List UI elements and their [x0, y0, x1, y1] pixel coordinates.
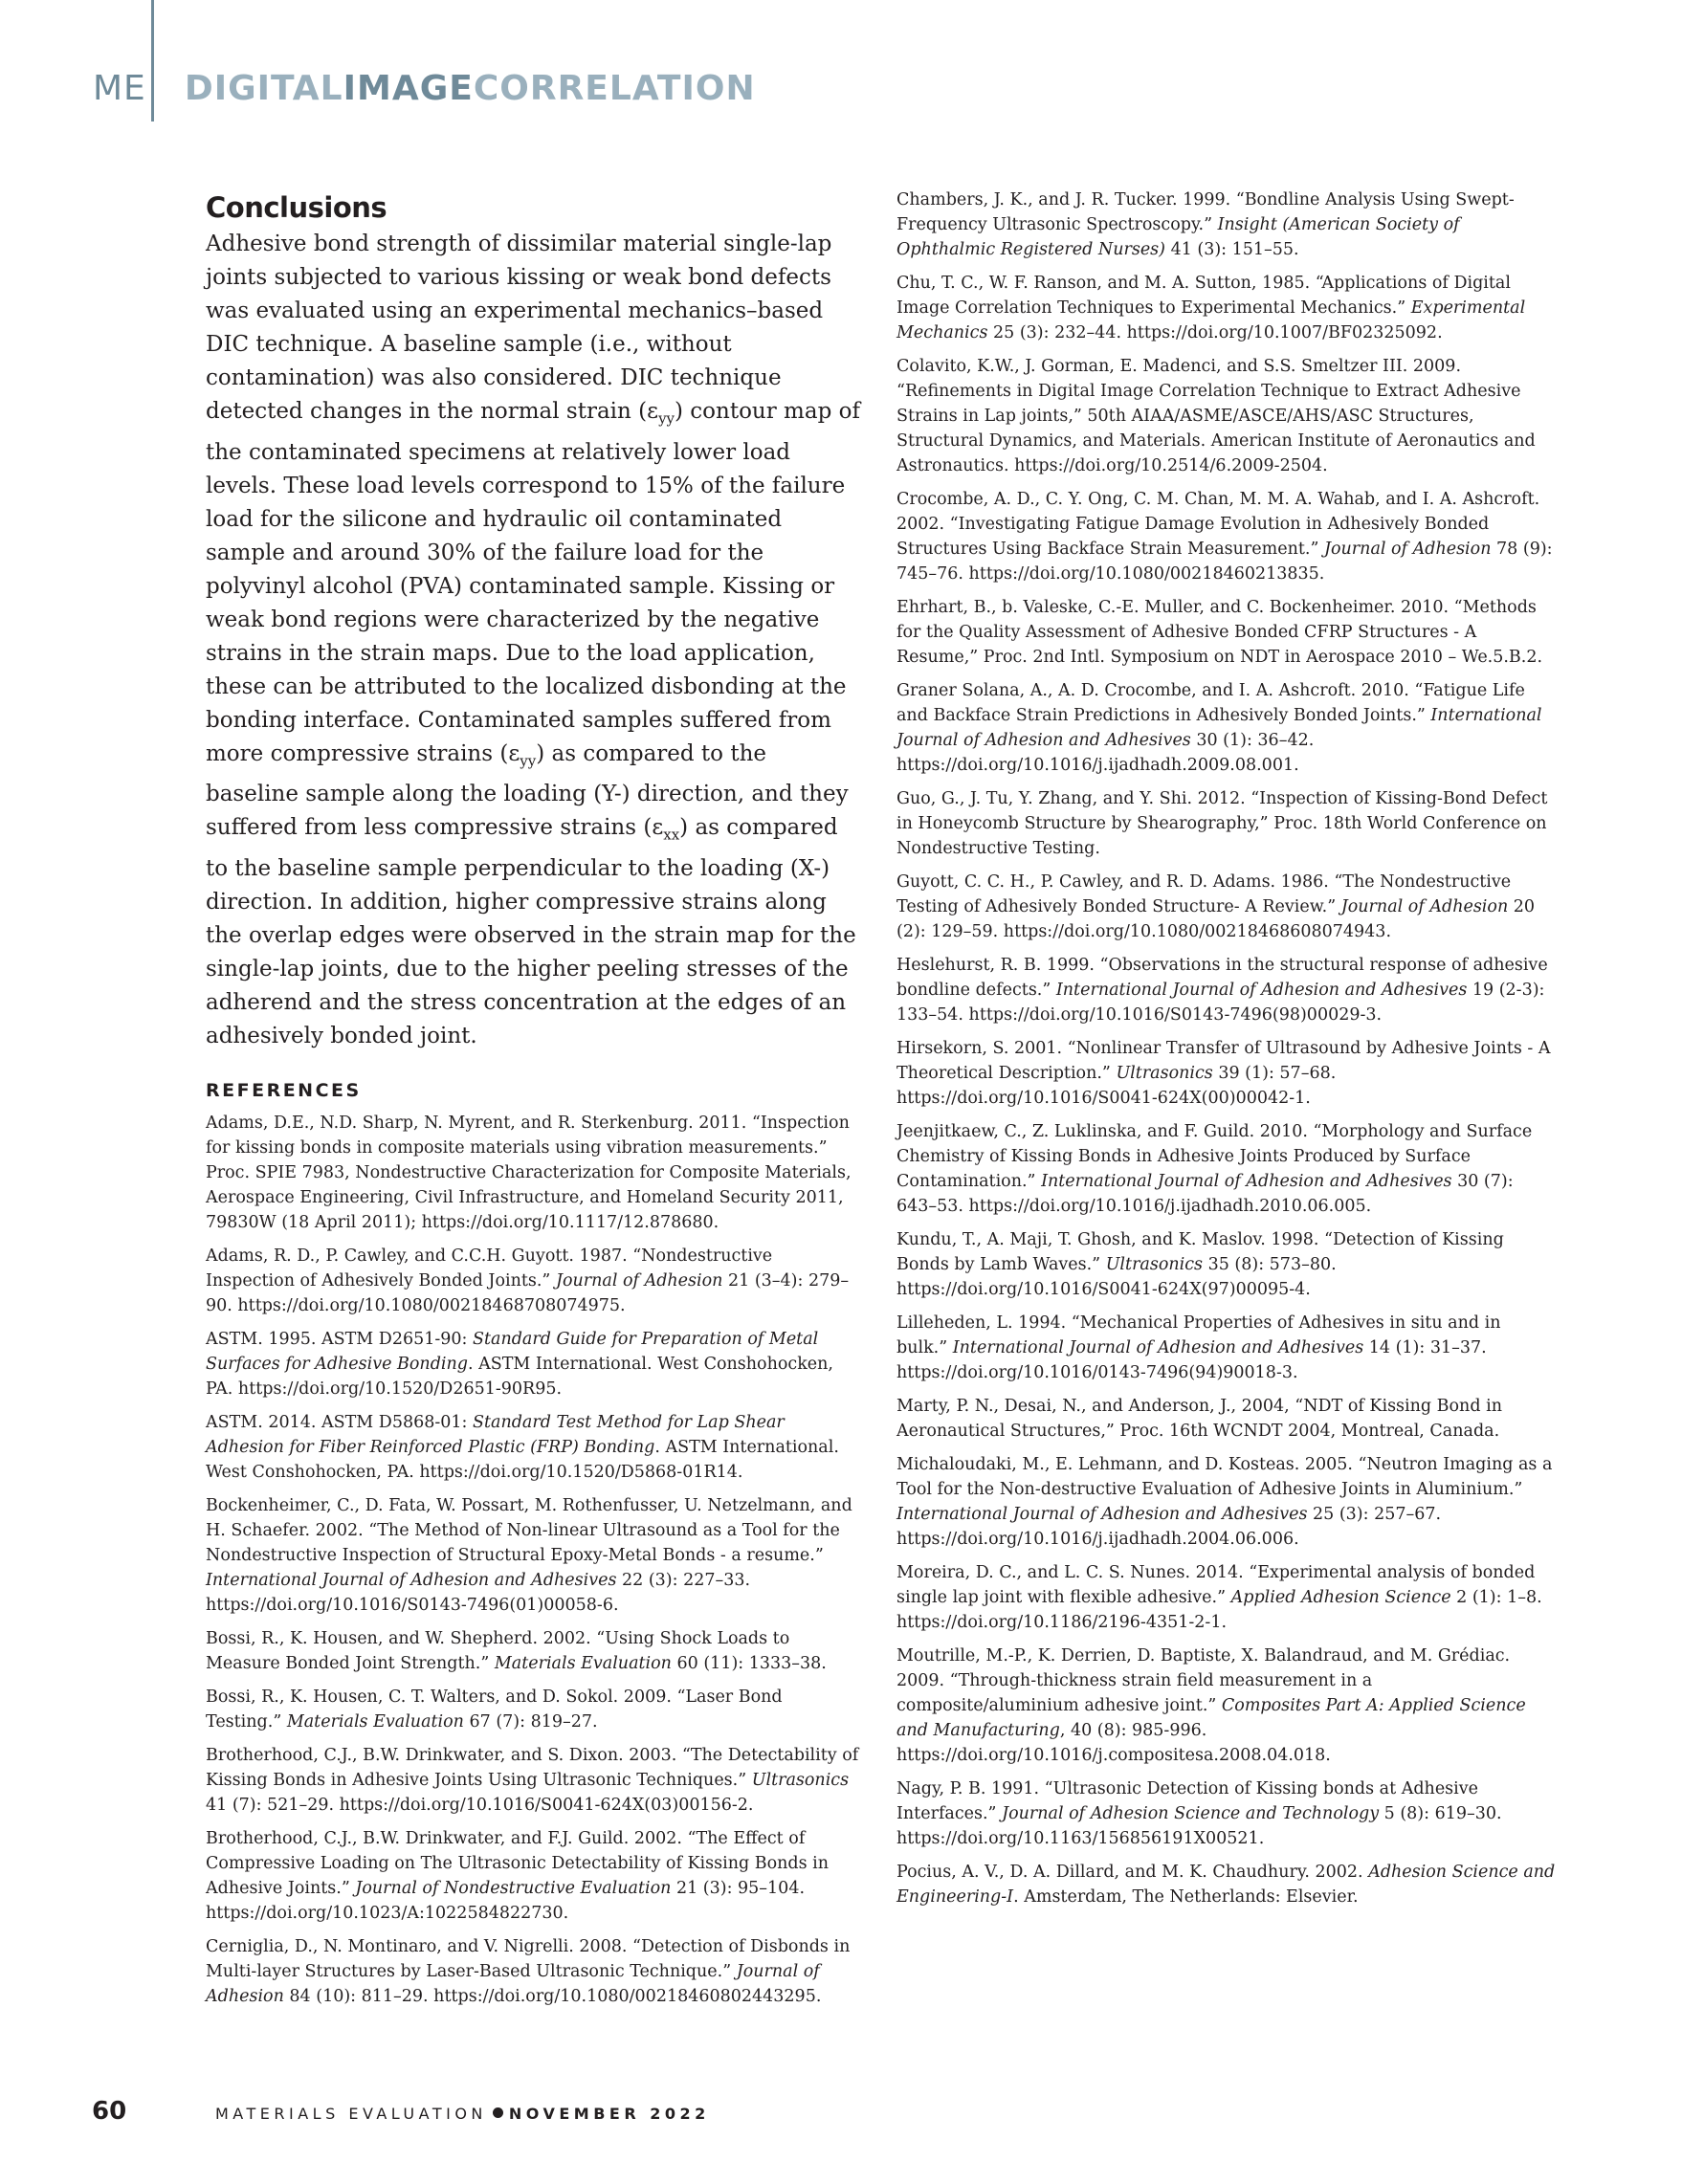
- issue-date: NOVEMBER 2022: [508, 2105, 710, 2123]
- reference-text: Moutrille, M.-P., K. Derrien, D. Baptiste, X. Balandraud, and M. Grédiac. 2009. “Through-thickness strain field measurement in a composite/aluminium adhesive joint.”: [896, 1646, 1511, 1715]
- reference-text: Adams, D.E., N.D. Sharp, N. Myrent, and R. Sterkenburg. 2011. “Inspection for kissing bonds in composite materials using vibration measurements.” Proc. SPIE 7983, Nondestructive Characterization for Composite Materials, Aerospace Engineering, Civil Infrastructure, and Homeland Security 2011, 79830W (18 April 2011); https://doi.org/10.1117/12.878680.: [206, 1113, 852, 1232]
- reference-entry: [896, 354, 1557, 478]
- reference-entry: [896, 271, 1557, 345]
- reference-text: Adams, R. D., P. Cawley, and C.C.H. Guyott. 1987. “Nondestructive Inspection of Adhesively Bonded Joints.”: [206, 1246, 773, 1291]
- reference-text: Guo, G., J. Tu, Y. Zhang, and Y. Shi. 2012. “Inspection of Kissing-Bond Defect in Honeycomb Structure by Shearography,” Proc. 18th World Conference on Nondestructive Testing.: [896, 789, 1548, 858]
- reference-entry: [206, 1826, 861, 1926]
- reference-entry: [896, 678, 1557, 778]
- reference-entry: [896, 870, 1557, 944]
- reference-source: International Journal of Adhesion and Adhesives: [206, 1570, 617, 1590]
- reference-details: 19 (2-3): 133–54. https://doi.org/10.1016/S0143-7496(98)00029-3.: [896, 981, 1545, 1025]
- reference-source: International Journal of Adhesion and Adhesives: [896, 706, 1542, 750]
- reference-source: Journal of Adhesion: [1340, 897, 1509, 916]
- reference-entry: [896, 1560, 1557, 1635]
- reference-text: Guyott, C. C. H., P. Cawley, and R. D. Adams. 1986. “The Nondestructive Testing of Adhesively Bonded Structure- A Review.”: [896, 872, 1512, 916]
- reference-text: Michaloudaki, M., E. Lehmann, and D. Kosteas. 2005. “Neutron Imaging as a Tool for the Non-destructive Evaluation of Adhesive Joints in Aluminium.”: [896, 1455, 1553, 1499]
- reference-text: Crocombe, A. D., C. Y. Ong, C. M. Chan, M. M. A. Wahab, and I. A. Ashcroft. 2002. “Investigating Fatigue Damage Evolution in Adhesively Bonded Structures Using Backface Strain Measurement.”: [896, 490, 1540, 559]
- reference-entry: [896, 188, 1557, 262]
- magazine-name: MATERIALS EVALUATION: [215, 2105, 487, 2123]
- reference-text: Lilleheden, L. 1994. “Mechanical Properties of Adhesives in situ and in bulk.”: [896, 1313, 1501, 1357]
- reference-details: 25 (3): 257–67. https://doi.org/10.1016/j.ijadhadh.2004.06.006.: [896, 1505, 1442, 1549]
- left-column: [206, 191, 861, 2018]
- reference-text: Cerniglia, D., N. Montinaro, and V. Nigrelli. 2008. “Detection of Disbonds in Multi-layer Structures by Laser-Based Ultrasonic Technique.”: [206, 1936, 851, 1981]
- reference-entry: [206, 1410, 861, 1485]
- reference-source: Composites Part A: Applied Science and Manufacturing: [896, 1696, 1526, 1740]
- footer-magazine: [215, 2105, 710, 2123]
- reference-source: Journal of Adhesion: [206, 1961, 820, 2006]
- running-header: [93, 69, 756, 108]
- conclusions-title: Conclusions: [206, 191, 387, 224]
- reference-details: . ASTM International. West Conshohocken, PA. https://doi.org/10.1520/D5868-01R14.: [206, 1437, 839, 1482]
- reference-text: Nagy, P. B. 1991. “Ultrasonic Detection of Kissing bonds at Adhesive Interfaces.”: [896, 1779, 1478, 1823]
- section-tag: ME: [93, 69, 146, 108]
- reference-text: Hirsekorn, S. 2001. “Nonlinear Transfer of Ultrasound by Adhesive Joints - A Theoretical Description.”: [896, 1039, 1551, 1083]
- reference-source: Insight (American Society of Ophthalmic Registered Nurses): [896, 215, 1460, 259]
- reference-text: Kundu, T., A. Maji, T. Ghosh, and K. Maslov. 1998. “Detection of Kissing Bonds by Lamb Waves.”: [896, 1230, 1504, 1274]
- reference-entry: [896, 487, 1557, 586]
- reference-text: Bossi, R., K. Housen, and W. Shepherd. 2002. “Using Shock Loads to Measure Bonded Joint Strength.”: [206, 1628, 790, 1673]
- reference-source: International Journal of Adhesion and Adhesives: [1041, 1172, 1452, 1191]
- reference-source: International Journal of Adhesion and Adhesives: [896, 1505, 1308, 1524]
- reference-entry: [896, 1227, 1557, 1302]
- reference-text: Marty, P. N., Desai, N., and Anderson, J., 2004, “NDT of Kissing Bond in Aeronautical Structures,” Proc. 16th WCNDT 2004, Montreal, Canada.: [896, 1397, 1502, 1441]
- conclusions-body: [206, 228, 861, 1053]
- reference-details: 35 (8): 573–80. https://doi.org/10.1016/S0041-624X(97)00095-4.: [896, 1255, 1337, 1299]
- reference-text: Pocius, A. V., D. A. Dillard, and M. K. Chaudhury. 2002.: [896, 1863, 1369, 1882]
- reference-details: 60 (11): 1333–38.: [671, 1653, 827, 1673]
- reference-entry: [896, 1311, 1557, 1385]
- reference-entry: [206, 1934, 861, 2009]
- reference-details: 22 (3): 227–33. https://doi.org/10.1016/S0143-7496(01)00058-6.: [206, 1570, 751, 1615]
- reference-text: Brotherhood, C.J., B.W. Drinkwater, and F.J. Guild. 2002. “The Effect of Compressive Loading on The Ultrasonic Detectability of Kissing Bonds in Adhesive Joints.”: [206, 1828, 830, 1898]
- reference-details: 67 (7): 819–27.: [463, 1711, 598, 1732]
- reference-source: Standard Guide for Preparation of Metal Surfaces for Adhesive Bonding: [206, 1329, 819, 1374]
- bullet-icon: [493, 2107, 503, 2118]
- reference-source: Ultrasonics: [751, 1770, 850, 1790]
- conclusions-paragraph: Adhesive bond strength of dissimilar material single-lap joints subjected to various kissing or weak bond defects was evaluated using an experimental mechanics–based DIC technique. A baseline sample (i.e., without contamination) was also considered. DIC technique detected changes in the normal strain $(\varepsilon_{yy})$ contour map of the contaminated specimens at relatively lower load levels. These load levels correspond to 15% of the failure load for the silicone and hydraulic oil contaminated sample and around 30% of the failure load for the polyvinyl alcohol (PVA) contaminated sample. Kissing or weak bond regions were characterized by the negative strains in the strain maps. Due to the load application, these can be attributed to the localized disbonding at the bonding interface. Contaminated samples suffered from more compressive strains $(\varepsilon_{yy})$ as compared to the baseline sample along the loading (Y-) direction, and they suffered from less compressive strains $(\varepsilon_{xx})$ as compared to the baseline sample perpendicular to the loading (X-) direction. In addition, higher compressive strains along the overlap edges were observed in the strain map for the single-lap joints, due to the higher peeling stresses of the adherend and the stress concentration at the edges of an adhesively bonded joint.: [206, 232, 860, 1048]
- reference-details: 25 (3): 232–44. https://doi.org/10.1007/BF02325092.: [987, 323, 1443, 342]
- reference-source: Applied Adhesion Science: [1230, 1588, 1451, 1607]
- reference-details: . ASTM International. West Conshohocken, PA. https://doi.org/10.1520/D2651-90R95.: [206, 1354, 833, 1399]
- reference-details: 78 (9): 745–76. https://doi.org/10.1080/00218460213835.: [896, 540, 1553, 584]
- reference-details: 21 (3–4): 279–90. https://doi.org/10.1080/00218468708074975.: [206, 1270, 850, 1315]
- reference-entry: [896, 1036, 1557, 1111]
- reference-text: Graner Solana, A., A. D. Crocombe, and I. A. Ashcroft. 2010. “Fatigue Life and Backface Strain Predictions in Adhesively Bonded Joints.”: [896, 681, 1525, 725]
- reference-source: Standard Test Method for Lap Shear Adhesion for Fiber Reinforced Plastic (FRP) Bonding: [206, 1412, 785, 1457]
- reference-entry: [206, 1493, 861, 1618]
- reference-entry: [206, 1244, 861, 1318]
- reference-source: Ultrasonics: [1116, 1064, 1213, 1083]
- reference-entry: [206, 1685, 861, 1734]
- reference-details: 20 (2): 129–59. https://doi.org/10.1080/00218468608074943.: [896, 897, 1536, 941]
- header-title-part1: DIGITAL: [184, 69, 343, 108]
- reference-entry: [896, 1119, 1557, 1219]
- reference-details: . Amsterdam, The Netherlands: Elsevier.: [1013, 1887, 1359, 1907]
- reference-entry: [206, 1111, 861, 1235]
- reference-source: Journal of Adhesion: [1323, 540, 1492, 559]
- reference-details: 30 (1): 36–42. https://doi.org/10.1016/j.ijadhadh.2009.08.001.: [896, 731, 1315, 775]
- reference-entry: [896, 1860, 1557, 1909]
- reference-details: , 40 (8): 985-996. https://doi.org/10.1016/j.compositesa.2008.04.018.: [896, 1721, 1331, 1765]
- reference-details: 84 (10): 811–29. https://doi.org/10.1080/00218460802443295.: [283, 1986, 822, 2006]
- reference-details: 30 (7): 643–53. https://doi.org/10.1016/j.ijadhadh.2010.06.005.: [896, 1172, 1514, 1216]
- reference-text: Bockenheimer, C., D. Fata, W. Possart, M. Rothenfusser, U. Netzelmann, and H. Schaefer. 2002. “The Method of Non-linear Ultrasound as a Tool for the Nondestructive Inspection of Structural Epoxy-Metal Bonds - a resume.”: [206, 1495, 852, 1565]
- reference-details: 41 (3): 151–55.: [1165, 240, 1299, 259]
- reference-entry: [896, 953, 1557, 1027]
- reference-text: Bossi, R., K. Housen, C. T. Walters, and D. Sokol. 2009. “Laser Bond Testing.”: [206, 1687, 783, 1732]
- reference-entry: [896, 1644, 1557, 1768]
- reference-entry: [206, 1743, 861, 1818]
- reference-source: International Journal of Adhesion and Adhesives: [1055, 981, 1468, 1000]
- references-list-left: [206, 1111, 861, 2009]
- reference-entry: [206, 1327, 861, 1401]
- reference-text: Jeenjitkaew, C., Z. Luklinska, and F. Guild. 2010. “Morphology and Surface Chemistry of Kissing Bonds in Adhesive Joints Produced by Surface Contamination.”: [896, 1122, 1533, 1191]
- reference-source: Materials Evaluation: [494, 1653, 672, 1673]
- reference-text: Chambers, J. K., and J. R. Tucker. 1999. “Bondline Analysis Using Swept-Frequency Ultrasonic Spectroscopy.”: [896, 190, 1515, 234]
- reference-source: Journal of Adhesion Science and Technology: [1002, 1804, 1380, 1823]
- reference-source: Journal of Nondestructive Evaluation: [355, 1878, 672, 1898]
- reference-text: Colavito, K.W., J. Gorman, E. Madenci, and S.S. Smeltzer III. 2009. “Refinements in Digital Image Correlation Technique to Extract Adhesive Strains in Lap joints,” 50th AIAA/ASME/ASCE/AHS/ASC Structures, Structural Dynamics, and Materials. American Institute of Aeronautics and Astronautics. https://doi.org/10.2514/6.2009-2504.: [896, 357, 1536, 475]
- reference-details: 21 (3): 95–104. https://doi.org/10.1023/A:1022584822730.: [206, 1878, 806, 1923]
- reference-source: Materials Evaluation: [286, 1711, 464, 1732]
- reference-text: ASTM. 1995. ASTM D2651-90:: [206, 1329, 473, 1349]
- references-heading: REFERENCES: [206, 1079, 362, 1101]
- reference-details: 5 (8): 619–30. https://doi.org/10.1163/156856191X00521.: [896, 1804, 1502, 1848]
- reference-entry: [206, 1626, 861, 1676]
- header-title-part2: IMAGE: [343, 69, 474, 108]
- reference-text: Moreira, D. C., and L. C. S. Nunes. 2014. “Experimental analysis of bonded single lap joint with flexible adhesive.”: [896, 1563, 1536, 1607]
- reference-text: Ehrhart, B., b. Valeske, C.-E. Muller, and C. Bockenheimer. 2010. “Methods for the Quality Assessment of Adhesive Bonded CFRP Structures - A Resume,” Proc. 2nd Intl. Symposium on NDT in Aerospace 2010 – We.5.B.2.: [896, 598, 1543, 667]
- page-number: 60: [92, 2097, 127, 2126]
- reference-entry: [896, 1452, 1557, 1552]
- reference-entry: [896, 1394, 1557, 1444]
- reference-source: Ultrasonics: [1105, 1255, 1204, 1274]
- reference-source: International Journal of Adhesion and Adhesives: [952, 1338, 1364, 1357]
- reference-text: Brotherhood, C.J., B.W. Drinkwater, and S. Dixon. 2003. “The Detectability of Kissing Bonds in Adhesive Joints Using Ultrasonic Techniques.”: [206, 1745, 859, 1790]
- reference-text: ASTM. 2014. ASTM D5868-01:: [206, 1412, 473, 1432]
- reference-details: 2 (1): 1–8. https://doi.org/10.1186/2196-4351-2-1.: [896, 1588, 1542, 1632]
- reference-entry: [896, 786, 1557, 861]
- reference-entry: [896, 595, 1557, 670]
- header-title-part3: CORRELATION: [473, 69, 756, 108]
- reference-details: 39 (1): 57–68. https://doi.org/10.1016/S0041-624X(00)00042-1.: [896, 1064, 1337, 1108]
- reference-source: Journal of Adhesion: [555, 1270, 723, 1291]
- right-column: [896, 188, 1557, 1918]
- references-list-right: [896, 188, 1557, 1909]
- reference-entry: [896, 1776, 1557, 1851]
- reference-text: Heslehurst, R. B. 1999. “Observations in the structural response of adhesive bondline defects.”: [896, 956, 1548, 1000]
- reference-source: Experimental Mechanics: [896, 298, 1526, 342]
- reference-source: Adhesion Science and Engineering-I: [896, 1863, 1556, 1907]
- reference-text: Chu, T. C., W. F. Ranson, and M. A. Sutton, 1985. “Applications of Digital Image Correlation Techniques to Experimental Mechanics.”: [896, 274, 1511, 318]
- reference-details: 41 (7): 521–29. https://doi.org/10.1016/S0041-624X(03)00156-2.: [206, 1795, 754, 1815]
- reference-details: 14 (1): 31–37. https://doi.org/10.1016/0143-7496(94)90018-3.: [896, 1338, 1487, 1382]
